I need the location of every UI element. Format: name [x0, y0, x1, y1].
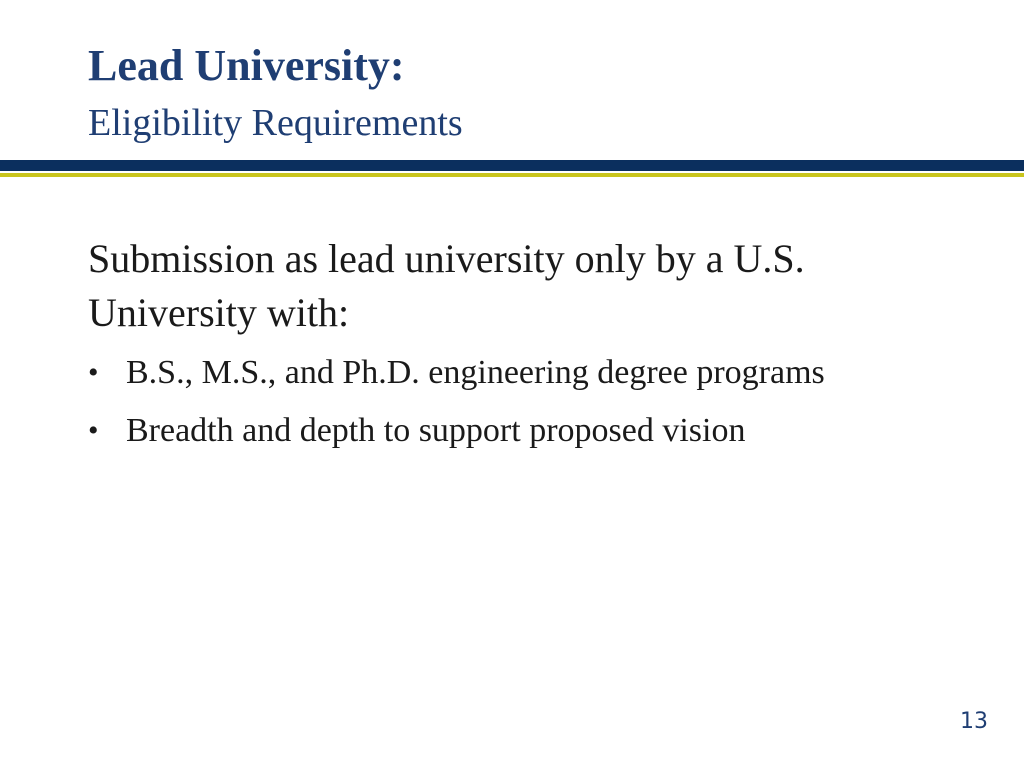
bullet-dot-icon: •	[88, 356, 99, 389]
header-rule-blue	[0, 160, 1024, 171]
page-number: 13	[960, 709, 988, 734]
bullet-text: Breadth and depth to support proposed vision	[126, 412, 746, 449]
bullet-item	[88, 408, 948, 454]
bullet-dot-icon: •	[88, 414, 99, 447]
bullet-text: B.S., M.S., and Ph.D. engineering degree programs	[126, 354, 825, 391]
bullet-list	[88, 350, 948, 454]
bullet-item	[88, 350, 948, 396]
slide-title: Lead University:	[88, 41, 405, 90]
lead-text: Submission as lead university only by a U.S. University with:	[88, 236, 805, 335]
slide-subtitle: Eligibility Requirements	[88, 102, 463, 144]
slide-body	[88, 232, 948, 466]
header-rule-gold	[0, 173, 1024, 177]
